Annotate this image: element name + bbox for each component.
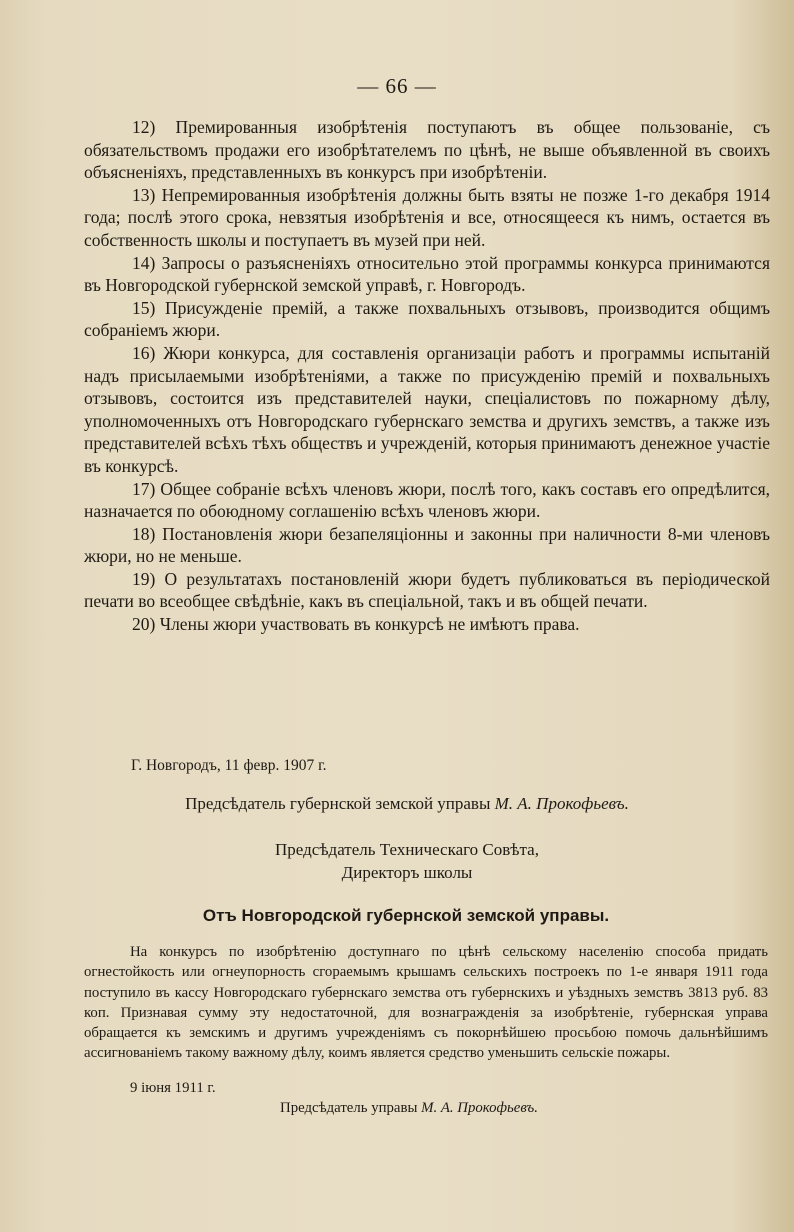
signature-board-name: М. А. Прокофьевъ. bbox=[421, 1100, 538, 1116]
clause-15: 15) Присужденіе премій, а также похвальныхъ отзывовъ, производится общимъ собраніемъ жюри. bbox=[84, 297, 770, 341]
clause-18: 18) Постановленія жюри безапеляціонны и законны при наличности 8-ми членовъ жюри, но не меньше. bbox=[84, 523, 770, 567]
place-date: Г. Новгородъ, 11 февр. 1907 г. bbox=[131, 757, 327, 774]
notice-date: 9 іюня 1911 г. bbox=[130, 1080, 216, 1096]
section-heading: Отъ Новгородской губернской земской управы. bbox=[202, 906, 610, 925]
signature-board-title: Предсѣдатель управы bbox=[280, 1100, 418, 1116]
clause-12: 12) Премированныя изобрѣтенія поступаютъ въ общее пользованіе, съ обязательствомъ продажи его изобрѣтателемъ по цѣнѣ, не выше объявленной въ своихъ объясненіяхъ, представленныхъ въ конкурсъ при изобрѣтеніи. bbox=[84, 117, 770, 183]
clause-20: 20) Члены жюри участвовать въ конкурсѣ не имѣютъ права. bbox=[132, 614, 580, 635]
signature-council-line-1: Предсѣдатель Техническаго Совѣта, bbox=[275, 840, 539, 859]
signature-chairman-name: М. А. Прокофьевъ. bbox=[494, 794, 629, 813]
signature-technical-council bbox=[0, 838, 794, 884]
signature-board-chairman bbox=[0, 1100, 794, 1117]
clause-19: 19) О результатахъ постановленій жюри будетъ публиковаться въ періодической печати во всеобщее свѣдѣніе, какъ въ спеціальной, такъ и въ общей печати. bbox=[84, 568, 770, 612]
clause-14: 14) Запросы о разъясненіяхъ относительно этой программы конкурса принимаются въ Новгородской губернской земской управѣ, г. Новгородъ. bbox=[84, 252, 770, 296]
notice-paragraph: На конкурсъ по изобрѣтенію доступнаго по цѣнѣ сельскому населенію способа придать огнестойкость или огнеупорность сгораемымъ крышамъ сельскихъ построекъ по 1-е января 1911 года поступило въ кассу Новгородскаго губернскаго земства отъ губернскихъ и уѣздныхъ земствъ 3813 руб. 83 коп. Признавая сумму эту недостаточной, для вознагражденія за изобрѣтеніе, губернская управа обращается къ земскимъ и другимъ учрежденіямъ съ покорнѣйшею просьбою помочь дальнѣйшимъ ассигнованіемъ такому важному дѣлу, коимъ является средство уменьшить сельскіе пожары. bbox=[84, 944, 768, 1062]
program-clauses bbox=[84, 116, 770, 636]
signature-council-line-2: Директоръ школы bbox=[341, 863, 473, 882]
signature-chairman bbox=[0, 794, 794, 814]
notice-text bbox=[84, 942, 768, 1064]
clause-16: 16) Жюри конкурса, для составленія организаціи работъ и программы испытаній надъ присылаемыми изобрѣтеніями, а также по присужденію премій и похвальныхъ отзывовъ, состоится изъ представителей науки, спеціалистовъ по пожарному дѣлу, уполномоченныхъ отъ Новгородскаго губернскаго земства и другихъ земствъ, а также изъ представителей всѣхъ тѣхъ обществъ и учрежденій, которыя принимаютъ денежное участіе въ конкурсѣ. bbox=[84, 342, 770, 476]
page-number: — 66 — bbox=[357, 74, 437, 98]
clause-13: 13) Непремированныя изобрѣтенія должны быть взяты не позже 1-го декабря 1914 года; послѣ этого срока, невзятыя изобрѣтенія и все, относящееся къ нимъ, остается въ собственность школы и поступаетъ въ музей при ней. bbox=[84, 184, 770, 250]
signature-chairman-title: Предсѣдатель губернской земской управы bbox=[185, 794, 491, 813]
clause-17: 17) Общее собраніе всѣхъ членовъ жюри, послѣ того, какъ составъ его опредѣлится, назначается по обоюдному соглашенію всѣхъ членовъ жюри. bbox=[84, 478, 770, 522]
